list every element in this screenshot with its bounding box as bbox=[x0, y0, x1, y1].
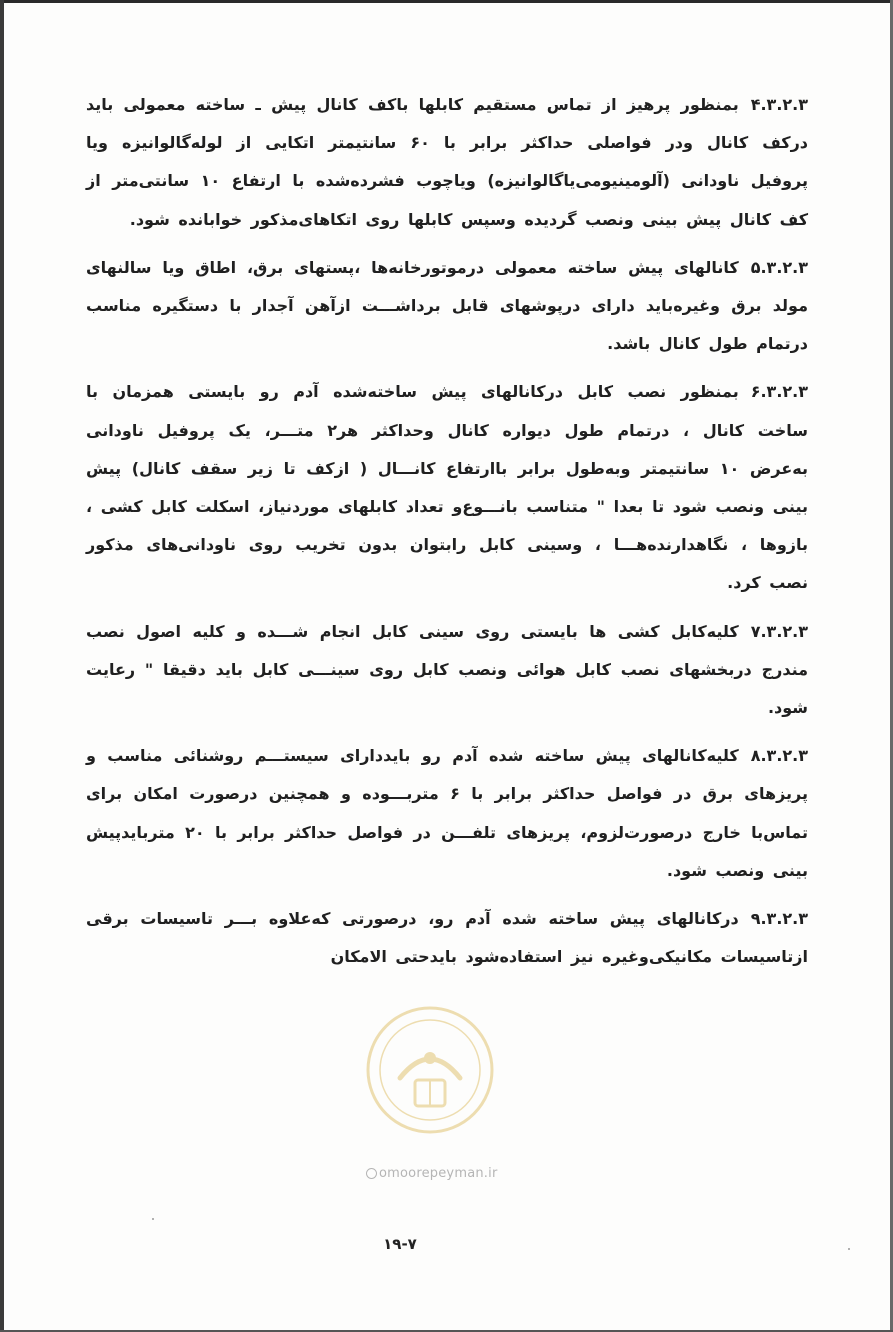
paragraph-number: ۶.۳.۲.۳ bbox=[750, 382, 808, 402]
paragraph-number: ۵.۳.۲.۳ bbox=[750, 257, 808, 277]
watermark-site-text: omoorepeyman.ir bbox=[379, 1166, 498, 1181]
paragraph-9 bbox=[86, 900, 808, 976]
web-icon bbox=[366, 1168, 377, 1179]
paragraph-number: ۸.۳.۲.۳ bbox=[750, 746, 808, 766]
scan-edge-left bbox=[0, 0, 4, 1332]
page-number: ۱۹-۷ bbox=[383, 1235, 417, 1253]
scan-speck bbox=[848, 1248, 850, 1250]
paragraph-number: ۹.۳.۲.۳ bbox=[750, 909, 808, 929]
watermark-logo-icon bbox=[360, 1000, 500, 1140]
paragraph-4 bbox=[86, 86, 808, 239]
watermark-site bbox=[366, 1166, 497, 1181]
paragraph-number: ۴.۳.۲.۳ bbox=[750, 95, 808, 114]
paragraph-6 bbox=[86, 373, 808, 602]
document-body bbox=[86, 86, 808, 976]
scan-speck bbox=[152, 1218, 154, 1220]
paragraph-text: کلیه‌کانالهای پیش ساخته شده آدم رو بایددارای سیستـــم روشنائی مناسب و پریزهای برق در فواصل حداکثر برابر با ۶ متربـــوده و همچنین درصورت امکان برای تماس‌با خارج درصورت‌لزوم، پریزهای تلفـــن در فواصل حداکثر برابر با ۲۰ متربایدپیش بینی ونصب شود. bbox=[86, 746, 809, 880]
paragraph-text: بمنظور نصب کابل درکانالهای پیش ساخته‌شده آدم رو بایستی همزمان با ساخت کانال ، درتمام طول دیواره کانال وحداکثر هر۲ متـــر، یک پروفیل ناودانی به‌عرض ۱۰ سانتیمتر وبه‌طول برابر باارتفاع کانـــال ( ازکف تا زیر سقف کانال) پیش بینی ونصب شود تا بعدا " متناسب بانـــوع‌و تعداد کابلهای موردنیاز، اسکلت کابل کشی ، بازوها ، نگاهدارنده‌هـــا ، وسینی کابل رابتوان بدون تخریب روی ناودانی‌های مذکور نصب کرد. bbox=[86, 382, 808, 593]
paragraph-text: کلیه‌کابل کشی ها بایستی روی سینی کابل انجام شـــده و کلیه اصول نصب مندرج دربخشهای نصب کابل هوائی ونصب کابل روی سینـــی کابل باید دقیقا " رعایت شود. bbox=[86, 621, 808, 718]
paragraph-text: بمنظور پرهیز از تماس مستقیم کابلها باکف کانال پیش ـ ساخته معمولی باید درکف کانال ودر فواصلی حداکثر برابر با ۶۰ سانتیمتر اتکایی از لوله‌گالوانیزه ویا پروفیل ناودانی (آلومینیومی‌یاگالوانیزه) ویاچوب فشرده‌شده با ارتفاع ۱۰ سانتی‌متر از کف کانال پیش بینی ونصب گردیده وسپس کابلها روی اتکاهای‌مذکور خوابانده شود. bbox=[86, 95, 808, 229]
paragraph-8 bbox=[86, 737, 808, 890]
paragraph-number: ۷.۳.۲.۳ bbox=[750, 621, 808, 641]
paragraph-text: درکانالهای پیش ساخته شده آدم رو، درصورتی که‌علاوه بـــر تاسیسات برقی ازتاسیسات مکانیکی‌وغیره نیز استفاده‌شود بایدحتی الامکان bbox=[86, 909, 808, 967]
paragraph-7 bbox=[86, 613, 808, 728]
paragraph-text: کانالهای پیش ساخته معمولی درموتورخانه‌ها ،پستهای برق، اطاق ویا سالنهای مولد برق وغیره‌باید دارای درپوشهای قابل برداشـــت ازآهن آجدار با دستگیره مناسب درتمام طول کانال باشد. bbox=[86, 257, 808, 354]
scan-edge-top bbox=[0, 0, 893, 3]
paragraph-5 bbox=[86, 249, 808, 364]
